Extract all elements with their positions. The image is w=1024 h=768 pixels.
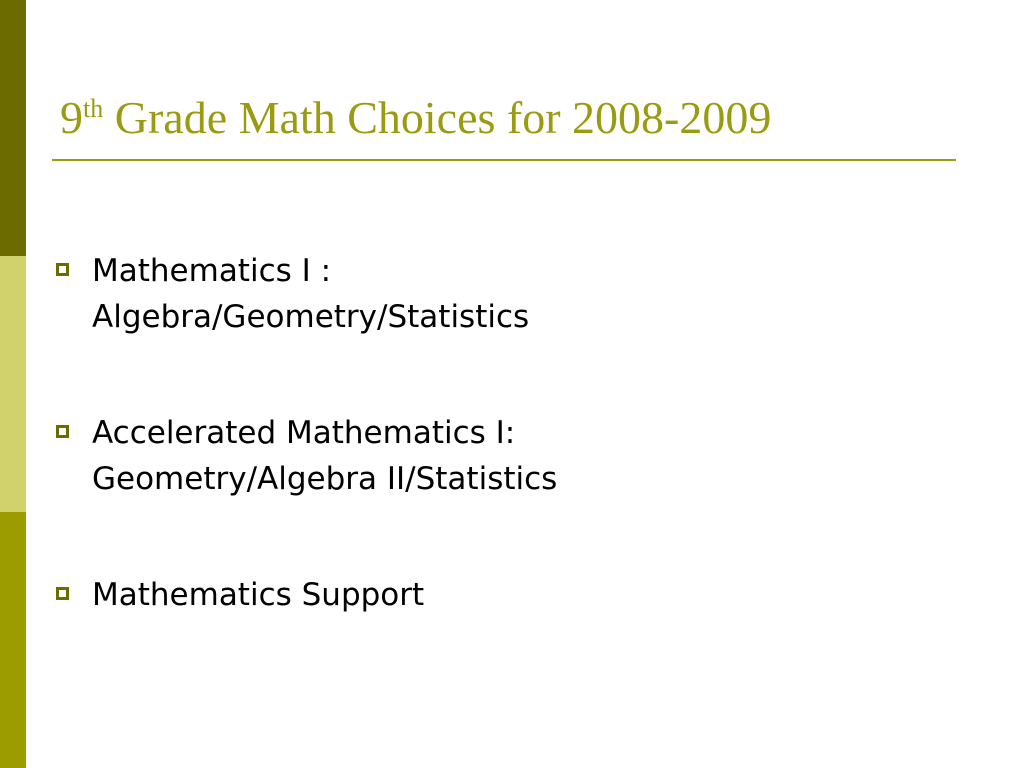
bullet-text	[92, 572, 424, 618]
accent-bar-top-segment	[0, 0, 26, 256]
bullet-line: Mathematics Support	[92, 577, 425, 613]
title-rest: Grade Math Choices for 2008-2009	[103, 92, 772, 143]
bullet-line: Algebra/Geometry/Statistics	[92, 299, 530, 335]
left-accent-bar	[0, 0, 26, 768]
bullet-text	[92, 248, 529, 340]
bullet-line: Geometry/Algebra II/Statistics	[92, 461, 558, 497]
hollow-square-bullet-icon	[56, 263, 69, 276]
title-superscript: th	[83, 94, 104, 123]
hollow-square-bullet-icon	[56, 425, 69, 438]
title-prefix: 9	[60, 92, 83, 143]
title-underline-rule	[52, 159, 956, 161]
accent-bar-middle-segment	[0, 256, 26, 512]
bullet-text	[92, 410, 557, 502]
slide-title	[60, 88, 771, 155]
bullet-line: Accelerated Mathematics I:	[92, 415, 516, 451]
hollow-square-bullet-icon	[56, 587, 69, 600]
bullet-line: Mathematics I :	[92, 253, 332, 289]
accent-bar-bottom-segment	[0, 512, 26, 768]
